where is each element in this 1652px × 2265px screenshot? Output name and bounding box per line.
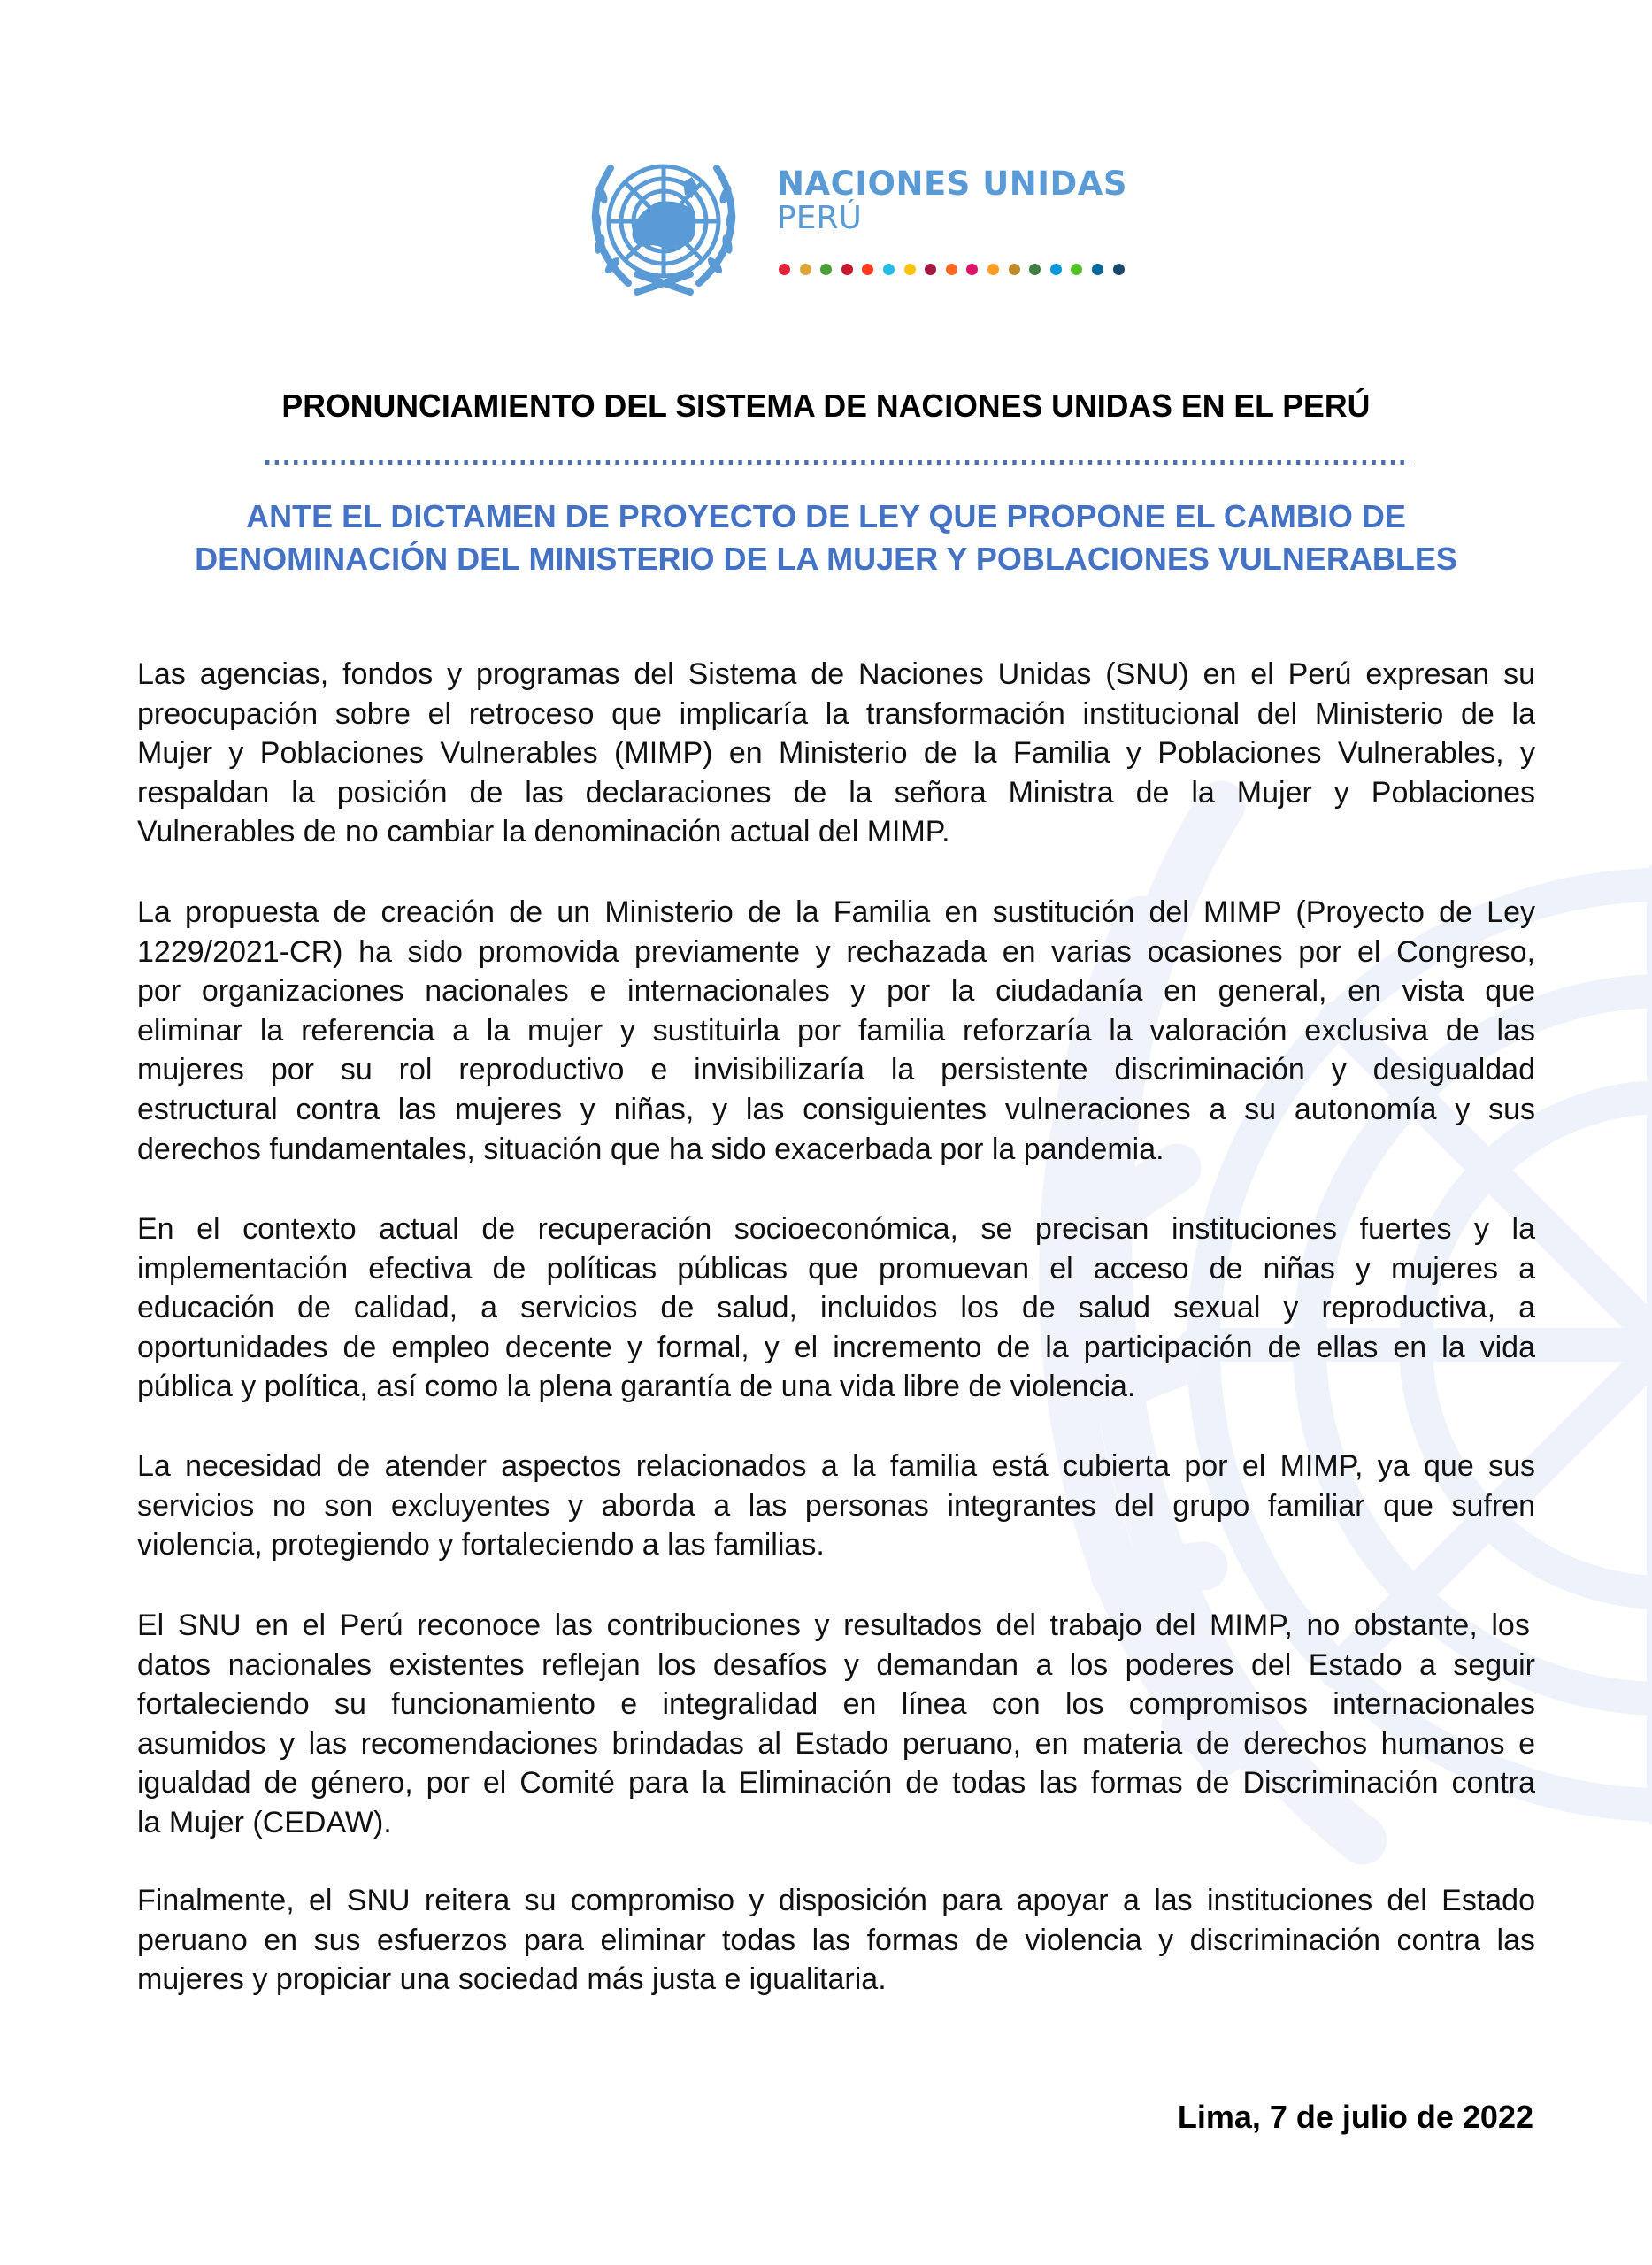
subheading-line-1 — [0, 495, 1652, 538]
paragraph-line — [137, 1367, 1535, 1407]
subheading-text: DENOMINACIÓN DEL MINISTERIO DE LA MUJER Y POBLACIONES VULNERABLES — [195, 541, 1457, 577]
paragraph-line-text: derechos fundamentales, situación que ha sido exacerbada por la pandemia. — [137, 1132, 1164, 1166]
paragraph-line-text: asumidos y las recomendaciones brindadas al Estado peruano, en materia de derechos humanos e — [137, 1726, 1535, 1761]
sdg-dot — [1050, 264, 1062, 275]
paragraph-line — [137, 933, 1535, 972]
paragraph-line — [137, 1525, 1535, 1565]
paragraph-line-text: preocupación sobre el retroceso que implicaría la transformación institucional del Ministerio de la — [137, 696, 1535, 731]
paragraph-line-text: La necesidad de atender aspectos relacionados a la familia está cubierta por el MIMP, ya que sus — [137, 1449, 1535, 1483]
logo-subtitle: PERÚ — [777, 200, 862, 236]
sdg-dot — [883, 264, 895, 275]
paragraph-line — [137, 1881, 1535, 1921]
dotted-divider — [265, 460, 1410, 465]
paragraph-line — [137, 1249, 1535, 1289]
paragraph-line-text: Mujer y Poblaciones Vulnerables (MIMP) en Ministerio de la Familia y Poblaciones Vulnerables, y — [137, 736, 1535, 771]
date-line: Lima, 7 de julio de 2022 — [1177, 2099, 1533, 2135]
page-title-text: PRONUNCIAMIENTO DEL SISTEMA DE NACIONES UNIDAS EN EL PERÚ — [281, 388, 1371, 424]
paragraph-line — [137, 1130, 1535, 1170]
paragraph-line — [137, 971, 1535, 1011]
paragraph-line — [137, 773, 1535, 813]
sdg-dot — [841, 264, 853, 275]
sdg-dot — [1092, 264, 1103, 275]
sdg-color-dots — [779, 264, 1133, 276]
paragraph-line-text: Vulnerables de no cambiar la denominación actual del MIMP. — [137, 815, 950, 849]
page-title — [0, 388, 1652, 425]
paragraph-line-text: estructural contra las mujeres y niñas, y las consiguientes vulneraciones a su autonomía y sus — [137, 1092, 1535, 1126]
paragraph-line-text: educación de calidad, a servicios de salud, incluidos los de salud sexual y reproductiva, a — [137, 1291, 1535, 1325]
paragraph-line-text: oportunidades de empleo decente y formal, y el incremento de la participación de ellas en la vida — [137, 1330, 1535, 1364]
paragraph-line-text: igualdad de género, por el Comité para la Eliminación de todas las formas de Discriminación contra — [137, 1766, 1535, 1800]
paragraph-line — [137, 1011, 1535, 1051]
paragraph-line — [137, 695, 1535, 734]
sdg-dot — [1113, 264, 1125, 275]
paragraph-line — [137, 1288, 1535, 1328]
paragraph-line — [137, 1328, 1535, 1368]
paragraph-line — [137, 1763, 1535, 1803]
paragraph-line-text: peruano en sus esfuerzos para eliminar todas las formas de violencia y discriminación contra las — [137, 1923, 1535, 1957]
paragraph-line — [137, 1209, 1535, 1249]
paragraph — [137, 1209, 1535, 1407]
sdg-dot — [946, 264, 957, 275]
paragraph-line — [137, 1960, 1535, 2000]
paragraph-line-text: El SNU en el Perú reconoce las contribuciones y resultados del trabajo del MIMP, no obstante, los — [137, 1609, 1530, 1642]
sdg-dot — [820, 264, 832, 275]
sdg-dot — [800, 264, 811, 275]
paragraph-line-text: la Mujer (CEDAW). — [137, 1805, 392, 1839]
paragraph-line — [137, 1447, 1535, 1486]
sdg-dot — [925, 264, 936, 275]
paragraph-line-text: Finalmente, el SNU reitera su compromiso y disposición para apoyar a las instituciones del Estado — [137, 1884, 1535, 1917]
sdg-dot — [862, 264, 873, 275]
paragraph-line — [137, 1606, 1535, 1646]
paragraph-line-text: fortaleciendo su funcionamiento e integralidad en línea con los compromisos internacionales — [137, 1687, 1535, 1722]
paragraph-line-text: servicios no son excluyentes y aborda a las personas integrantes del grupo familiar que sufren — [137, 1488, 1535, 1523]
paragraph — [137, 1881, 1535, 2000]
paragraph — [137, 655, 1535, 852]
un-emblem-icon — [584, 150, 743, 303]
paragraph-line-text: implementación efectiva de políticas públicas que promuevan el acceso de niñas y mujeres a — [137, 1251, 1535, 1286]
sdg-dot — [1029, 264, 1041, 275]
paragraph-line-text: datos nacionales existentes reflejan los desafíos y demandan a los poderes del Estado a seguir — [137, 1647, 1535, 1682]
paragraph-line-text: Las agencias, fondos y programas del Sistema de Naciones Unidas (SNU) en el Perú expresan su — [137, 657, 1535, 691]
paragraph-line — [137, 1685, 1535, 1724]
paragraph-line — [137, 1090, 1535, 1130]
paragraph-line — [137, 1921, 1535, 1961]
paragraph-line — [137, 893, 1535, 933]
paragraph-line-text: respaldan la posición de las declaraciones de la señora Ministra de la Mujer y Poblaciones — [137, 775, 1535, 810]
paragraph-line-text: 1229/2021-CR) ha sido promovida previamente y rechazada en varias ocasiones por el Congreso, — [137, 934, 1535, 969]
paragraph-line — [137, 1050, 1535, 1090]
subheading-line-2 — [0, 538, 1652, 580]
paragraph — [137, 1447, 1535, 1565]
paragraph-line-text: eliminar la referencia a la mujer y sustituirla por familia reforzaría la valoración exclusiva de las — [137, 1013, 1535, 1048]
paragraph — [137, 893, 1535, 1169]
paragraph — [137, 1606, 1535, 1843]
paragraph-line — [137, 1724, 1535, 1764]
paragraph-line-text: por organizaciones nacionales e internacionales y por la ciudadanía en general, en vista que — [137, 974, 1535, 1009]
paragraph-line-text: mujeres y propiciar una sociedad más justa e igualitaria. — [137, 1962, 887, 1997]
paragraph-line-text: pública y política, así como la plena garantía de una vida libre de violencia. — [137, 1370, 1136, 1404]
paragraph-line — [137, 812, 1535, 852]
paragraph-line — [137, 1803, 1535, 1843]
logo-title: NACIONES UNIDAS — [777, 165, 1128, 203]
paragraph-line — [137, 733, 1535, 773]
sdg-dot — [987, 264, 999, 275]
paragraph-line — [137, 1646, 1535, 1685]
sdg-dot — [1009, 264, 1020, 275]
paragraph-line — [137, 1486, 1535, 1526]
sdg-dot — [779, 264, 790, 275]
paragraph-line-text: mujeres por su rol reproductivo e invisibilizaría la persistente discriminación y desigualdad — [137, 1053, 1535, 1087]
sdg-dot — [904, 264, 916, 275]
paragraph-line-text: La propuesta de creación de un Ministerio de la Familia en sustitución del MIMP (Proyecto de Ley — [137, 895, 1535, 929]
sdg-dot — [966, 264, 978, 275]
paragraph-line-text: En el contexto actual de recuperación socioeconómica, se precisan instituciones fuertes y la — [137, 1212, 1535, 1246]
paragraph-line — [137, 655, 1535, 695]
paragraph-line-text: violencia, protegiendo y fortaleciendo a las familias. — [137, 1528, 825, 1562]
subheading-text: ANTE EL DICTAMEN DE PROYECTO DE LEY QUE PROPONE EL CAMBIO DE — [246, 498, 1406, 534]
sdg-dot — [1071, 264, 1082, 275]
